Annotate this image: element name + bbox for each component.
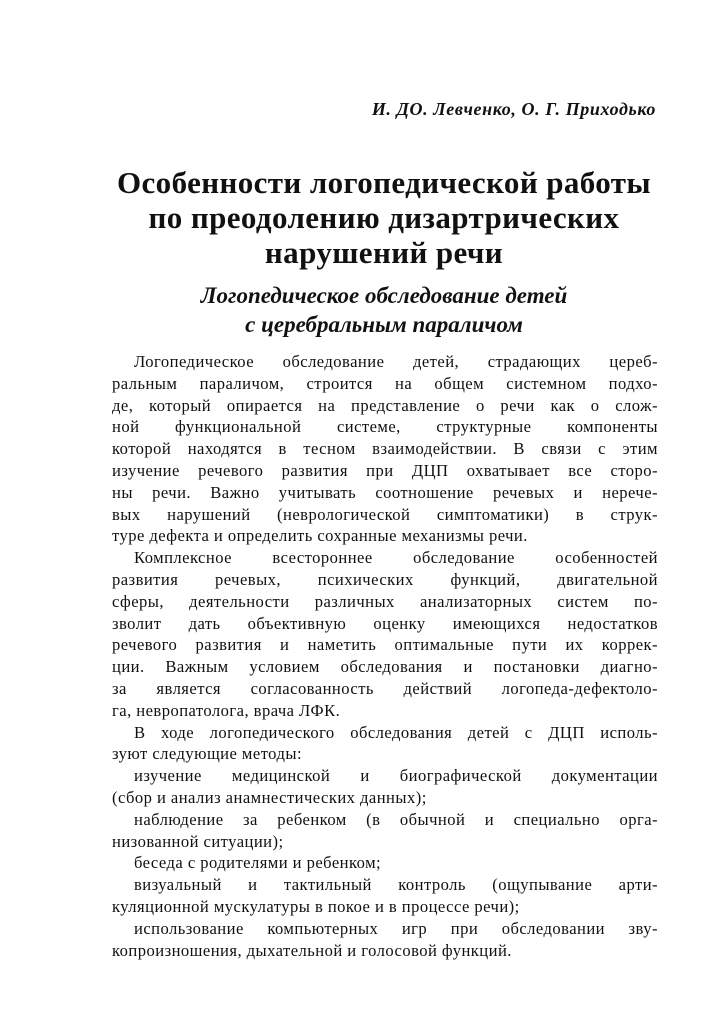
list-item: использование компьютерных игр при обследовании зву- [134, 918, 658, 938]
list-item: копроизношения, дыхательной и голосовой функций. [112, 940, 512, 960]
authors-header: И. ДО. Левченко, О. Г. Приходько [371, 99, 656, 119]
body-line: вых нарушений (неврологической симптоматики) в струк- [112, 504, 658, 524]
body-line: сферы, деятельности различных анализаторных систем по- [112, 591, 658, 611]
body-line: Комплексное всестороннее обследование особенностей [134, 548, 658, 568]
list-item: визуальный и тактильный контроль (ощупывание арти- [134, 875, 658, 895]
body-line: ральным параличом, строится на общем системном подхо- [112, 373, 658, 393]
body-line: туре дефекта и определить сохранные механизмы речи. [112, 526, 528, 546]
subtitle-line: Логопедическое обследование детей [200, 283, 568, 308]
body-line: ны речи. Важно учитывать соотношение речевых и нерече- [112, 482, 658, 502]
body-line: га, невропатолога, врача ЛФК. [112, 700, 341, 720]
body-text [112, 351, 658, 961]
subtitle-line: с церебральным параличом [245, 312, 523, 337]
title-line: Особенности логопедической работы [117, 165, 651, 200]
article-title [112, 165, 656, 270]
body-line: Логопедическое обследование детей, страдающих цереб- [134, 352, 658, 371]
list-item: низованной ситуации); [112, 831, 284, 851]
body-line: ной функциональной системе, структурные компоненты [112, 417, 658, 437]
section-subtitle [112, 281, 656, 339]
body-line: В ходе логопедического обследования детей с ДЦП исполь- [134, 722, 658, 742]
body-line: зуют следующие методы: [112, 744, 302, 764]
list-item: беседа с родителями и ребенком; [134, 853, 382, 873]
body-line: за является согласованность действий логопеда-дефектоло- [112, 678, 658, 698]
list-item: наблюдение за ребенком (в обычной и специально орга- [134, 809, 658, 829]
body-line: развития речевых, психических функций, двигательной [112, 569, 658, 589]
list-item: (сбор и анализ анамнестических данных); [112, 787, 427, 807]
body-line: речевого развития и наметить оптимальные пути их коррек- [112, 635, 658, 655]
title-line: по преодолению дизартрических [148, 200, 620, 235]
list-item: куляционной мускулатуры в покое и в процессе речи); [112, 896, 520, 916]
body-line: которой находятся в тесном взаимодействии. В связи с этим [112, 439, 658, 459]
body-line: ции. Важным условием обследования и постановки диагно- [112, 657, 658, 677]
body-line: зволит дать объективную оценку имеющихся недостатков [112, 613, 658, 633]
body-line: изучение речевого развития при ДЦП охватывает все сторо- [112, 460, 658, 480]
list-item: изучение медицинской и биографической документации [134, 766, 658, 786]
title-line: нарушений речи [264, 235, 504, 270]
body-line: де, который опирается на представление о речи как о слож- [112, 395, 658, 415]
